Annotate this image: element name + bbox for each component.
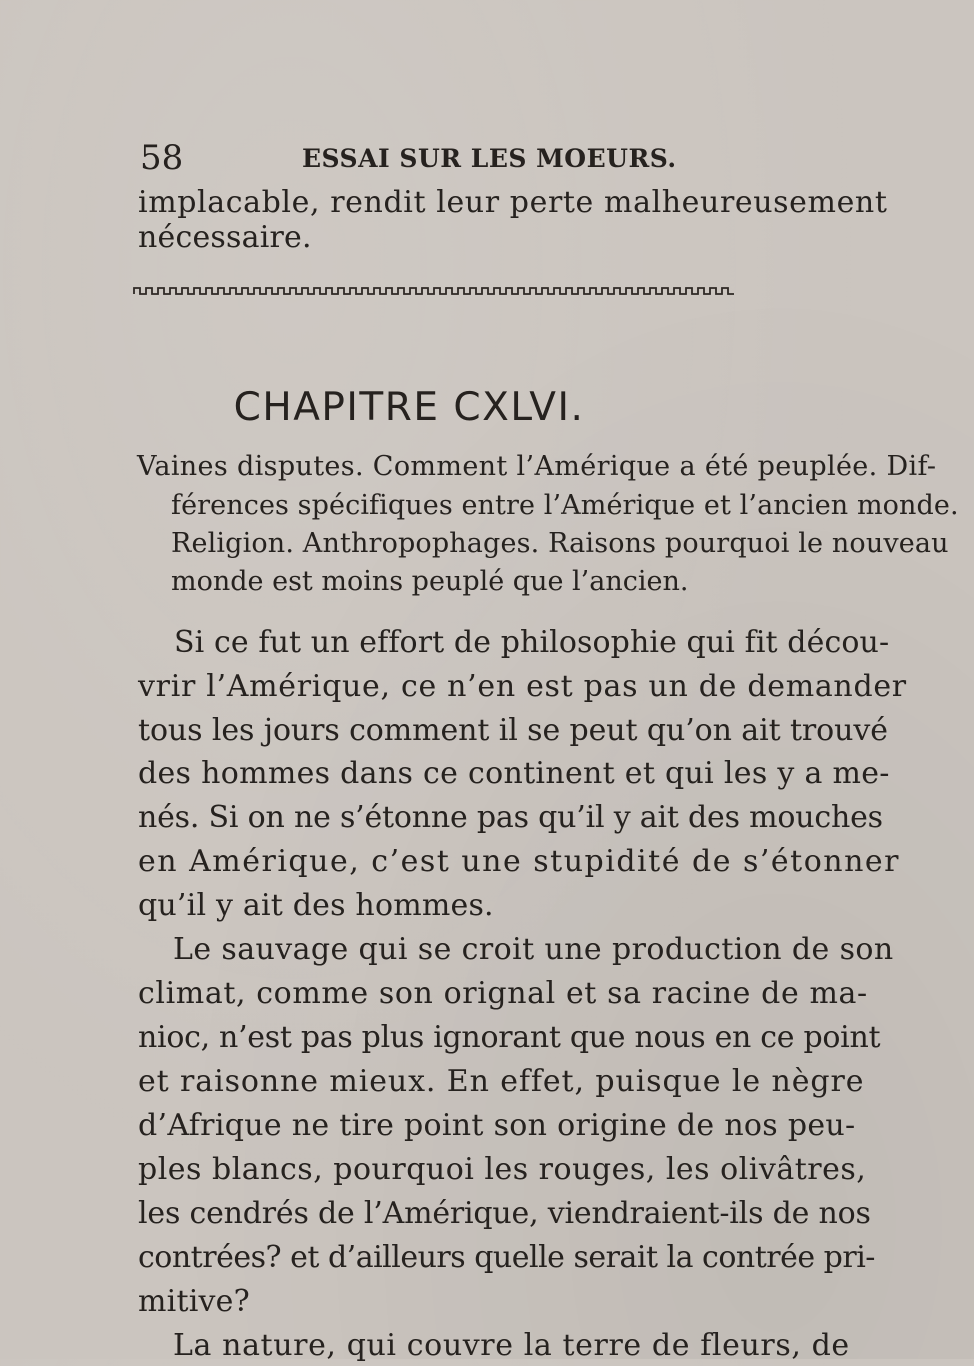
text-line: vrir l’Amérique, ce n’en est pas un de demander — [138, 669, 907, 704]
text-line: d’Afrique ne tire point son origine de nos peu- — [138, 1108, 856, 1143]
text-line: nécessaire. — [138, 220, 312, 255]
text-line: tous les jours comment il se peut qu’on ait trouvé — [138, 713, 888, 748]
page-number: 58 — [140, 138, 184, 178]
text-line: des hommes dans ce continent et qui les y a me- — [138, 756, 890, 791]
text-line: implacable, rendit leur perte malheureusement — [138, 185, 888, 220]
text-line: les cendrés de l’Amérique, viendraient-ils de nos — [138, 1196, 871, 1231]
text-line: et raisonne mieux. En effet, puisque le nègre — [138, 1064, 865, 1099]
text-line: contrées? et d’ailleurs quelle serait la contrée pri- — [138, 1240, 875, 1275]
text-line: nioc, n’est pas plus ignorant que nous en ce point — [138, 1020, 881, 1055]
summary-line: férences spécifiques entre l’Amérique et l’ancien monde. — [171, 490, 959, 521]
text-line: Si ce fut un effort de philosophie qui fit décou- — [174, 625, 890, 660]
text-line: La nature, qui couvre la terre de fleurs, de — [173, 1328, 850, 1363]
chapter-title: CHAPITRE CXLVI. — [233, 385, 585, 430]
summary-line: monde est moins peuplé que l’ancien. — [171, 566, 689, 597]
summary-line: Vaines disputes. Comment l’Amérique a été peuplée. Dif- — [137, 451, 937, 482]
text-line: qu’il y ait des hommes. — [138, 888, 494, 923]
text-line: Le sauvage qui se croit une production de son — [173, 932, 894, 967]
running-head — [140, 138, 740, 178]
text-line: ples blancs, pourquoi les rouges, les olivâtres, — [138, 1152, 867, 1187]
text-line: en Amérique, c’est une stupidité de s’étonner — [138, 844, 901, 879]
running-title: ESSAI SUR LES MOEURS. — [302, 144, 677, 173]
text-line: mitive? — [138, 1284, 250, 1319]
text-line: nés. Si on ne s’étonne pas qu’il y ait des mouches — [138, 800, 883, 835]
text-line: climat, comme son orignal et sa racine de ma- — [138, 976, 868, 1011]
ornamental-rule — [134, 286, 737, 296]
summary-line: Religion. Anthropophages. Raisons pourquoi le nouveau — [171, 528, 949, 559]
